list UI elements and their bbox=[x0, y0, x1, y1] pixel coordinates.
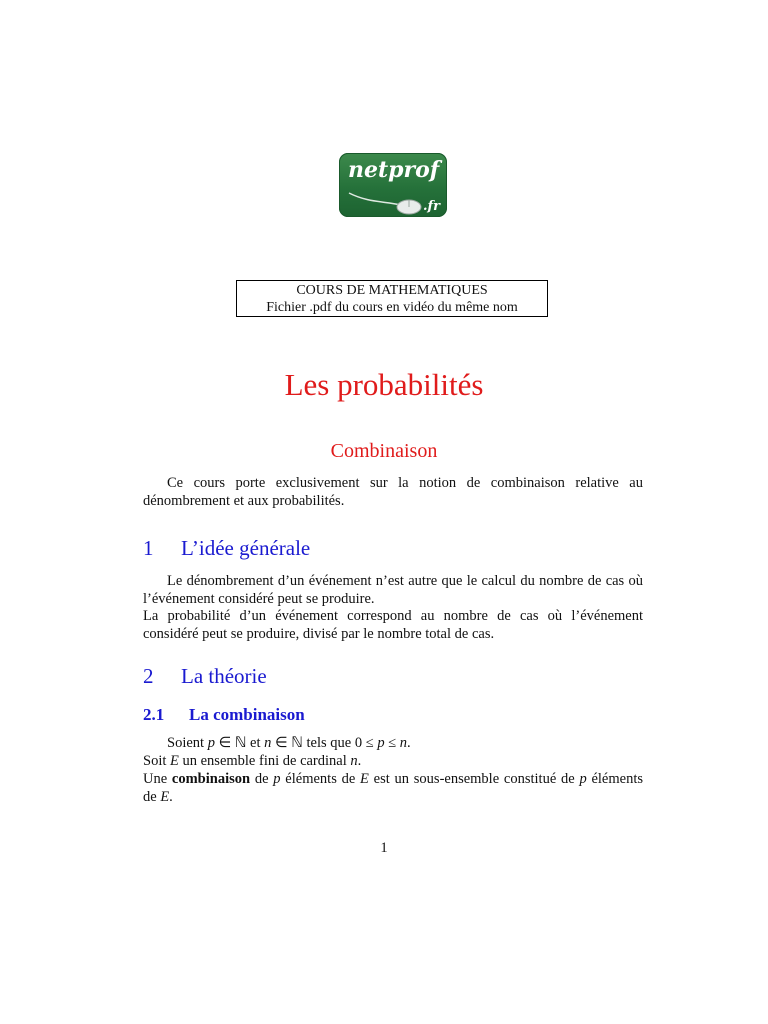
section-1-heading bbox=[143, 536, 310, 561]
text-run: . bbox=[357, 753, 362, 769]
document-subtitle: Combinaison bbox=[330, 440, 438, 462]
section-1-title: L’idée générale bbox=[181, 536, 311, 560]
subsection-2-1-heading bbox=[143, 705, 305, 725]
math-E: E bbox=[360, 771, 369, 787]
document-title: Les probabilités bbox=[284, 367, 484, 402]
combinaison-line-1 bbox=[143, 735, 643, 753]
math-p: p bbox=[207, 735, 215, 751]
subsection-2-1-title: La combinaison bbox=[189, 705, 305, 724]
text-run: Soient bbox=[167, 735, 208, 751]
section-1-paragraph-1: Le dénombrement d’un événement n’est autre que le calcul du nombre de cas où l’événement considéré peut se produire. bbox=[143, 573, 643, 607]
math-E: E bbox=[170, 753, 179, 769]
combinaison-line-2 bbox=[143, 753, 643, 771]
math-n: n bbox=[264, 735, 272, 751]
section-2-heading bbox=[143, 664, 267, 689]
page-number: 1 bbox=[380, 840, 388, 856]
intro-paragraph: Ce cours porte exclusivement sur la notion de combinaison relative au dénombrement et aux probabilités. bbox=[143, 475, 643, 509]
section-1-number: 1 bbox=[143, 536, 154, 560]
text-run: ∈ ℕ et bbox=[214, 735, 265, 751]
text-run: . bbox=[169, 788, 173, 805]
text-run: ∈ ℕ tels que 0 ≤ bbox=[271, 735, 378, 751]
math-p: p bbox=[273, 771, 281, 787]
math-p: p bbox=[579, 771, 587, 787]
math-n: n bbox=[399, 735, 408, 751]
section-2-title: La théorie bbox=[181, 664, 267, 688]
math-E: E bbox=[160, 788, 170, 805]
text-run: éléments de bbox=[143, 771, 643, 805]
course-header-box bbox=[236, 280, 548, 317]
course-header-line2: Fichier .pdf du cours en vidéo du même nom bbox=[266, 300, 518, 315]
combinaison-definition bbox=[143, 771, 643, 806]
text-run: de bbox=[250, 771, 274, 787]
term-combinaison: combinaison bbox=[171, 771, 251, 787]
logo-word: netprof bbox=[348, 157, 440, 183]
text-run: un ensemble fini de cardinal bbox=[178, 753, 351, 769]
netprof-logo bbox=[339, 153, 447, 217]
math-p: p bbox=[377, 735, 385, 751]
subsection-2-1-number: 2.1 bbox=[143, 705, 165, 724]
text-run: Soit bbox=[143, 753, 170, 769]
course-header-line1: COURS DE MATHEMATIQUES bbox=[296, 283, 488, 298]
logo-domain: .fr bbox=[423, 199, 440, 214]
section-1-paragraph-2: La probabilité d’un événement correspond au nombre de cas où l’événement considéré peut se produire, divisé par le nombre total de cas. bbox=[143, 608, 643, 642]
text-run: ≤ bbox=[384, 735, 400, 751]
text-run: . bbox=[407, 735, 411, 751]
text-run: est un sous-ensemble constitué de bbox=[368, 771, 580, 787]
text-run: éléments de bbox=[280, 771, 361, 787]
text-run: Une bbox=[143, 771, 172, 787]
math-n: n bbox=[350, 753, 358, 769]
section-2-number: 2 bbox=[143, 664, 154, 688]
